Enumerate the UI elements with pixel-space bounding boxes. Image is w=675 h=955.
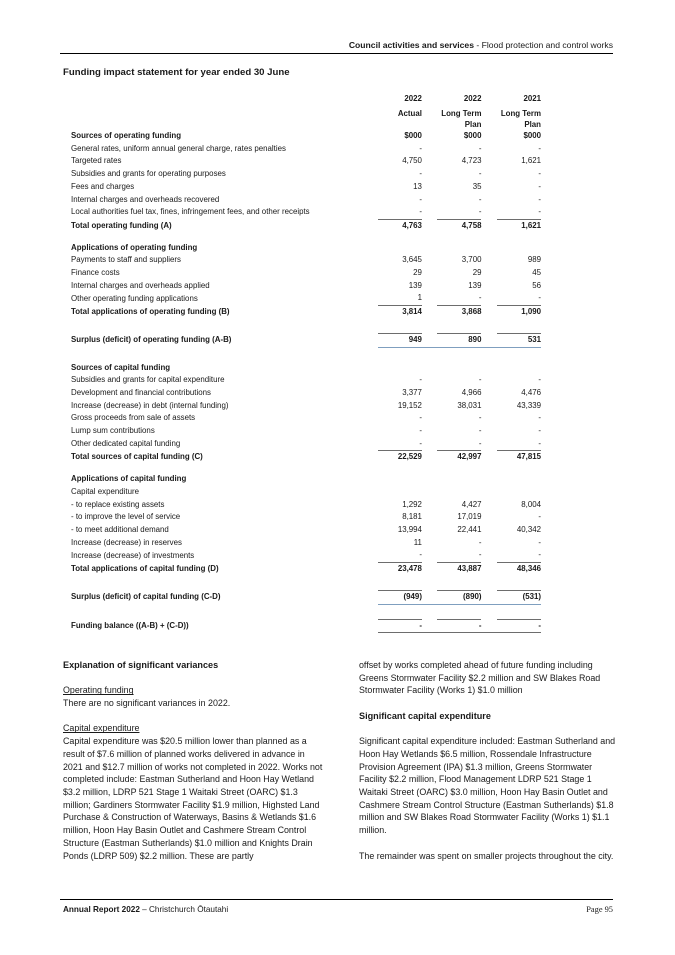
capex-column [359, 659, 619, 862]
footer-divider [60, 899, 613, 900]
funding-statement-title: Funding impact statement for year ended 30 June [63, 67, 290, 78]
table-row: Surplus (deficit) of operating funding (A-B) 949 890 531 [71, 333, 541, 347]
table-row: Increase (decrease) in reserves 11 - - [71, 537, 541, 547]
variances-continued-text: offset by works completed ahead of future funding including Greens Stormwater Facility $2.2 million and SW Blakes Road Stormwater Facility (Works 1) $1.0 million [359, 660, 601, 696]
variances-heading: Explanation of significant variances [63, 660, 219, 670]
operating-funding-text: There are no significant variances in 2022. [63, 698, 231, 709]
significant-capex-heading: Significant capital expenditure [359, 710, 491, 721]
header-divider [60, 53, 613, 54]
table-row: Other dedicated capital funding - - - [71, 438, 541, 451]
table-header-row [71, 93, 541, 130]
table-row: Total operating funding (A) 4,763 4,758 1,621 [71, 220, 541, 230]
table-row: Total applications of operating funding (B) 3,814 3,868 1,090 [71, 306, 541, 317]
column-header: 2022 Long Term Plan [441, 94, 482, 129]
funding-impact-table [71, 93, 541, 633]
table-row: Sources of capital funding [71, 362, 171, 372]
table-row: Increase (decrease) of investments - - - [71, 549, 541, 562]
report-title: Annual Report 2022 [63, 905, 140, 914]
table-row: - to improve the level of service 8,181 17,019 - [71, 512, 541, 522]
table-row: Total applications of capital funding (D) 23,478 43,887 48,346 [71, 563, 541, 574]
table-row: Local authorities fuel tax, fines, infringement fees, and other receipts - - - [71, 206, 541, 219]
table-row: Subsidies and grants for capital expenditure - - - [71, 375, 541, 385]
column-header: 2021 Long Term Plan [500, 94, 541, 129]
table-row: Internal charges and overheads applied 139 139 56 [71, 280, 541, 290]
table-row: Funding balance ((A-B) + (C-D)) - - - [71, 619, 541, 633]
table-row: Fees and charges 13 35 - [71, 181, 541, 191]
table-row: General rates, uniform annual general charge, rates penalties - - - [71, 143, 541, 153]
table-row: Finance costs 29 29 45 [71, 268, 541, 278]
table-row: Payments to staff and suppliers 3,645 3,700 989 [71, 255, 541, 265]
page-number: Page 95 [586, 905, 613, 914]
table-row: Surplus (deficit) of capital funding (C-D) (949) (890) (531) [71, 590, 541, 604]
capital-expenditure-subheading: Capital expenditure [63, 723, 140, 734]
table-row: - to meet additional demand 13,994 22,441 40,342 [71, 524, 541, 534]
table-row: Gross proceeds from sale of assets - - - [71, 413, 541, 423]
table-row: Development and financial contributions 3,377 4,966 4,476 [71, 387, 541, 397]
table-row: Increase (decrease) in debt (internal funding) 19,152 38,031 43,339 [71, 400, 541, 410]
table-row: Lump sum contributions - - - [71, 426, 541, 436]
page-header [60, 40, 613, 50]
report-footer [63, 905, 228, 914]
table-row: Capital expenditure [71, 486, 139, 496]
capital-expenditure-text: Capital expenditure was $20.5 million lower than planned as a result of $7.6 million of planned works delivered in advance in 2021 and $12.7 million of works not completed in 2022. Works not completed include: Eastman Sutherland and Hoon Hay Wetland $3.2 million, LDRP 521 Stage 1 Waitaki Street (OARC) $1.3 million; Gardiners Stormwater Facility $1.9 million, Highsted Land Purchase & Construction of Waterways, Basins & Wetlands $1.6 million, Hoon Hay Basin Outlet and Cashmere Stream Control Structure (Eastman Sutherlands) $1.0 million and Knights Drain Ponds (LDRP 509) $2.2 million. These are partly [63, 736, 323, 861]
table-row: Applications of operating funding [71, 242, 198, 252]
table-row: Subsidies and grants for operating purposes - - - [71, 169, 541, 179]
significant-capex-text: Significant capital expenditure included: Eastman Sutherland and Hoon Hay Wetlands $6.5 million, Rossendale Infrastructure Provision Agreement (IPA) $1.3 million, Greens Stormwater Facility $2.2 million, Flood Management LDRP 521 Stage 1 Waitaki Street (OARC) $3.0 million, Hoon Hay Basin Outlet and Cashmere Stream Control Structure (Eastman Sutherlands) $1.8 million and SW Blakes Road Stormwater Facility (Works 1) $1.1 million. [359, 736, 616, 836]
remainder-text: The remainder was spent on smaller projects throughout the city. [359, 850, 614, 861]
operating-funding-subheading: Operating funding [63, 685, 134, 696]
table-row: Total sources of capital funding (C) 22,529 42,997 47,815 [71, 452, 541, 462]
column-header: 2022 Actual [397, 94, 422, 118]
section-title: Council activities and services [348, 40, 474, 50]
table-row: Sources of operating funding $000 $000 $000 [71, 131, 541, 140]
report-subtitle: – Christchurch Ōtautahi [139, 905, 229, 914]
table-row: Applications of capital funding [71, 474, 187, 484]
table-row: Other operating funding applications 1 - - [71, 292, 541, 305]
table-row: Targeted rates 4,750 4,723 1,621 [71, 156, 541, 166]
table-row: - to replace existing assets 1,292 4,427 8,004 [71, 499, 541, 509]
section-subtitle: - Flood protection and control works [474, 40, 613, 50]
table-row: Internal charges and overheads recovered - - - [71, 194, 541, 204]
variances-column [63, 659, 323, 862]
